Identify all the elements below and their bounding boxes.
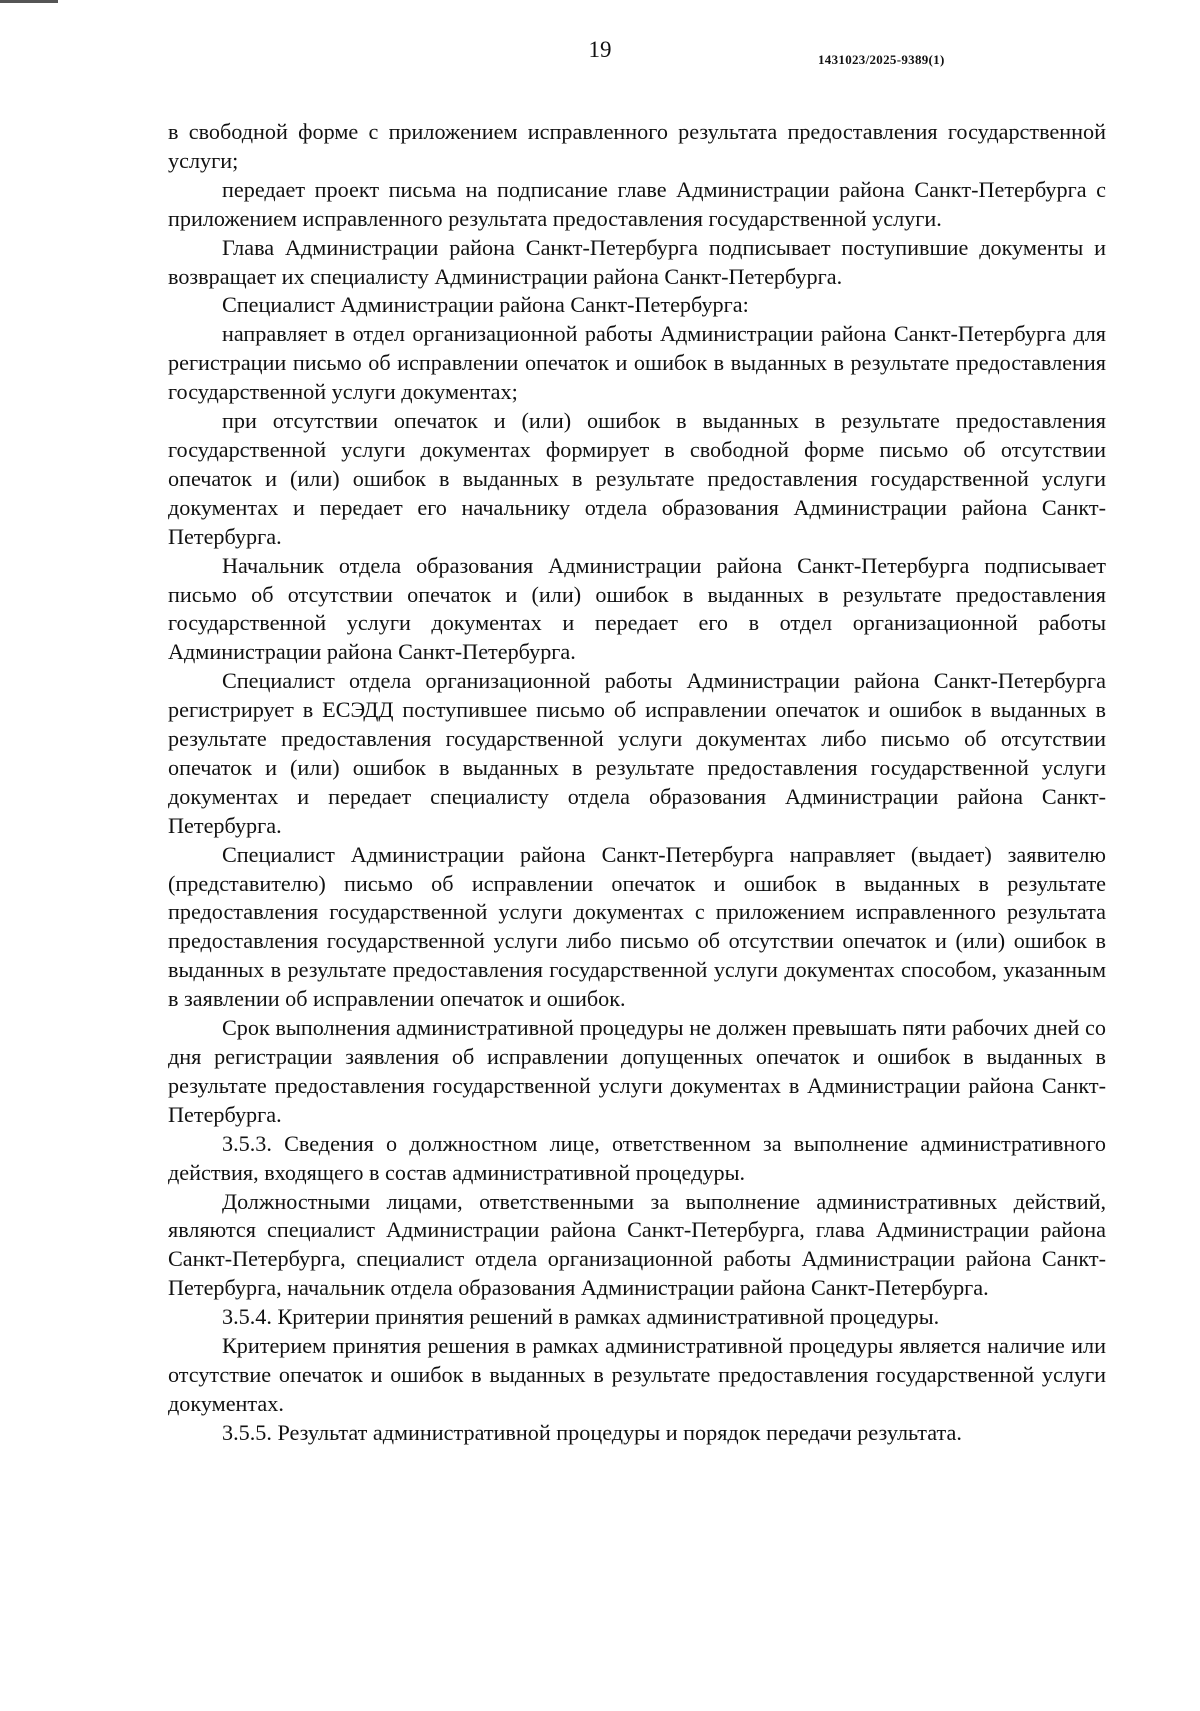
paragraph: Срок выполнения административной процедуры не должен превышать пяти рабочих дней со дня регистрации заявления об исправлении допущенных опечаток и ошибок в выданных в результате предоставления государственной услуги документах в Администрации района Санкт-Петербурга. [168,1015,1106,1127]
paragraph: передает проект письма на подписание главе Администрации района Санкт-Петербурга с приложением исправленного результата предоставления государственной услуги. [168,176,1106,231]
page-number: 19 [588,37,612,62]
document-registration-number: 1431023/2025-9389(1) [818,52,945,67]
section-heading-3-5-3: 3.5.3. Сведения о должностном лице, ответственном за выполнение административного действия, входящего в состав административной процедуры. [168,1130,1106,1185]
paragraph: Критерием принятия решения в рамках административной процедуры является наличие или отсутствие опечаток и ошибок в выданных в результате предоставления государственной услуги документах. [168,1333,1106,1416]
paragraph: в свободной форме с приложением исправленного результата предоставления государственной услуги; [168,119,1106,173]
paragraph: Должностными лицами, ответственными за выполнение административных действий, являются специалист Администрации района Санкт-Петербурга, глава Администрации района Санкт-Петербурга, специалист отдела организационной работы Администрации района Санкт-Петербурга, начальник отдела образования Администрации района Санкт-Петербурга. [168,1188,1106,1301]
paragraph: Глава Администрации района Санкт-Петербурга подписывает поступившие документы и возвращает их специалисту Администрации района Санкт-Петербурга. [168,234,1106,289]
scan-corner-mark [0,0,58,3]
section-heading-3-5-5: 3.5.5. Результат административной процедуры и порядок передачи результата. [222,1419,962,1445]
paragraph: Специалист отдела организационной работы Администрации района Санкт-Петербурга регистрирует в ЕСЭДД поступившее письмо об исправлении опечаток и ошибок в выданных в результате предоставления государственной услуги документах либо письмо об отсутствии опечаток и (или) ошибок в выданных в результате предоставления государственной услуги документах и передает специалисту отдела образования Администрации района Санкт-Петербурга. [168,668,1106,838]
paragraph: направляет в отдел организационной работы Администрации района Санкт-Петербурга для регистрации письмо об исправлении опечаток и ошибок в выданных в результате предоставления государственной услуги документах; [168,321,1106,405]
document-body [168,118,1106,1448]
section-heading-3-5-4: 3.5.4. Критерии принятия решений в рамках административной процедуры. [222,1304,940,1330]
paragraph: при отсутствии опечаток и (или) ошибок в выданных в результате предоставления государственной услуги документах формирует в свободной форме письмо об отсутствии опечаток и (или) ошибок в выданных в результате предоставления государственной услуги документах и передает его начальнику отдела образования Администрации района Санкт-Петербурга. [168,408,1106,549]
paragraph: Специалист Администрации района Санкт-Петербурга: [222,292,749,318]
paragraph: Начальник отдела образования Администрации района Санкт-Петербурга подписывает письмо об отсутствии опечаток и (или) ошибок в выданных в результате предоставления государственной услуги документах и передает его в отдел организационной работы Администрации района Санкт-Петербурга. [168,552,1106,665]
paragraph: Специалист Администрации района Санкт-Петербурга направляет (выдает) заявителю (представителю) письмо об исправлении опечаток и ошибок в выданных в результате предоставления государственной услуги документах с приложением исправленного результата предоставления государственной услуги либо письмо об отсутствии опечаток и (или) ошибок в выданных в результате предоставления государственной услуги документах способом, указанным в заявлении об исправлении опечаток и ошибок. [168,841,1106,1012]
